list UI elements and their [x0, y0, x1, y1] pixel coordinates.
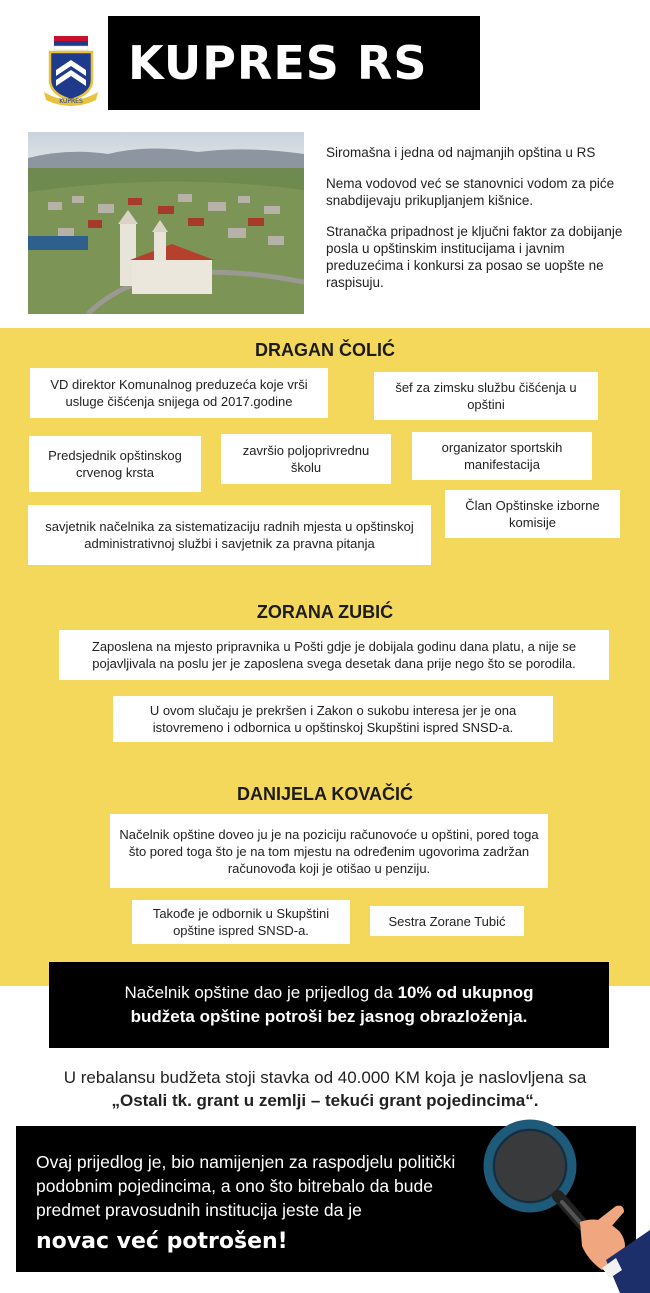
section-heading-kovacic: DANIJELA KOVAČIĆ [236, 784, 413, 804]
budget-callout-line-2 [49, 1005, 609, 1029]
info-card: Zaposlena na mjesto pripravnika u Pošti gdje je dobijala godinu dana platu, a nije se pojavljivala na poslu jer je zaposlena svega desetak dana prije nego što se porodila. [59, 630, 609, 680]
rebalans-note [0, 1066, 650, 1112]
municipality-crest-icon [40, 34, 102, 108]
info-card: organizator sportskih manifestacija [412, 432, 592, 480]
conclusion-text: Ovaj prijedlog je, bio namijenjen za raspodjelu politički podobnim pojedincima, a ono što bitrebalo da bude predmet pravosudnih institucija jeste da je novac već potrošen! [36, 1150, 491, 1254]
section-heading-colic: DRAGAN ČOLIĆ [255, 340, 395, 360]
budget-callout-highlight: budžeta opštine potroši bez jasnog obrazloženja. [130, 1007, 528, 1026]
budget-callout [49, 962, 609, 1048]
budget-callout-line-1: Načelnik opštine dao je prijedlog da 10% od ukupnog [124, 983, 534, 1002]
budget-callout-highlight: 10% od ukupnog [397, 983, 534, 1002]
intro-paragraph: Siromašna i jedna od najmanjih opština u RS [326, 145, 596, 160]
svg-text:KUPRES: KUPRES [59, 98, 83, 105]
info-card: VD direktor Komunalnog preduzeća koje vrši usluge čišćenja snijega od 2017.godine [30, 368, 328, 418]
page-title: KUPRES RS [108, 16, 480, 110]
info-card: savjetnik načelnika za sistematizaciju radnih mjesta u opštinskoj administrativnoj službi i savjetnik za pravna pitanja [28, 505, 431, 565]
magnifying-glass-icon [470, 1110, 650, 1293]
intro-paragraph: Nema vodovod već se stanovnici vodom za piće snabdijevaju prikupljanjem kišnice. [326, 176, 615, 208]
town-aerial-photo [28, 132, 304, 314]
info-card: Član Opštinske izborne komisije [445, 490, 620, 538]
info-card: Takođe je odbornik u Skupštini opštine ispred SNSD-a. [132, 900, 350, 944]
intro-text-block [326, 144, 626, 305]
section-heading-zubic: ZORANA ZUBIĆ [256, 602, 394, 622]
info-card: šef za zimsku službu čišćenja u opštini [374, 372, 598, 420]
info-card: završio poljoprivrednu školu [221, 434, 391, 484]
conclusion-emphasis: novac već potrošen! [36, 1229, 288, 1254]
rebalans-grant-title: „Ostali tk. grant u zemlji – tekući grant pojedincima“. [111, 1091, 539, 1110]
info-card: U ovom slučaju je prekršen i Zakon o sukobu interesa jer je ona istovremeno i odbornica u opštinskoj Skupštini ispred SNSD-a. [113, 696, 553, 742]
info-card: Sestra Zorane Tubić [370, 906, 524, 936]
rebalans-line: U rebalansu budžeta stoji stavka od 40.000 KM koja je naslovljena sa [63, 1068, 587, 1087]
info-card: Predsjednik opštinskog crvenog krsta [29, 436, 201, 492]
intro-paragraph: Stranačka pripadnost je ključni faktor za dobijanje posla u opštinskim institucijama i javnim preduzećima i konkursi za posao se uopšte ne raspisuju. [326, 224, 623, 290]
info-card: Načelnik opštine doveo ju je na poziciju računovoće u opštini, pored toga što pored toga što je na tom mjestu na određenim ugovorima zadržan računovođa koji je otišao u penziju. [110, 814, 548, 888]
